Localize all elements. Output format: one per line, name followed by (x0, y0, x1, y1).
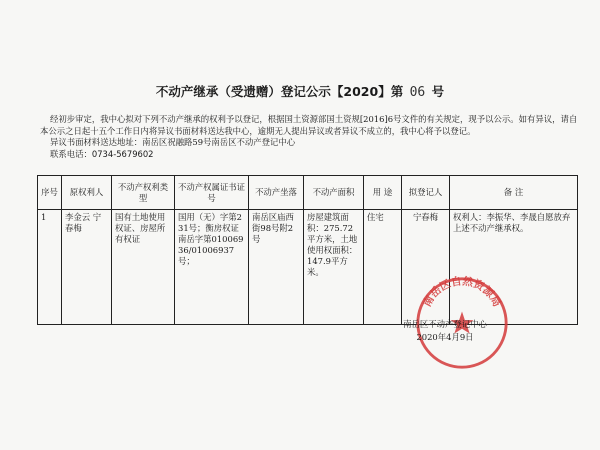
notice-title (0, 82, 600, 100)
signature-date: 2020年4月9日 (416, 332, 474, 342)
objection-address: 异议书面材料送达地址：南岳区祝融路59号南岳区不动产登记中心 (50, 137, 296, 147)
header-original-owner: 原权利人 (62, 176, 112, 210)
header-right-type: 不动产权利类型 (112, 176, 175, 210)
header-location: 不动产坐落 (249, 176, 304, 210)
header-registrant: 拟登记人 (402, 176, 450, 210)
cell-area: 房屋建筑面积：275.72平方米，土地使用权面积：147.9平方米。 (304, 210, 364, 325)
signature-org: 南岳区不动产登记中心 (403, 319, 487, 329)
intro-paragraph: 经初步审定，我中心拟对下列不动产继承的权利予以登记，根据国土资源部国土资规[2016]6号文件的有关规定，现予以公示。如有异议，请自本公示之日起十五个工作日内将异议书面材料送达我中心，逾期无人提出异议或者异议不成立的，我中心将予以登记。 (40, 114, 578, 136)
title-suffix: 号 (431, 84, 445, 99)
cell-cert-no: 国用（无）字第231号；衡房权证南岳字第01006936/01006937号； (175, 210, 249, 325)
header-cert-no: 不动产权属证书证号 (175, 176, 249, 210)
title-prefix: 不动产继承（受遗赠）登记公示【2020】第 (155, 84, 404, 99)
cell-seq: 1 (38, 210, 62, 325)
title-number: 06 (409, 85, 426, 100)
header-area: 不动产面积 (304, 176, 364, 210)
table-header-row (38, 176, 578, 210)
cell-location: 南岳区庙西街98号附2号 (249, 210, 304, 325)
header-remark: 备 注 (450, 176, 578, 210)
cell-registrant: 宁春梅 (402, 210, 450, 325)
cell-right-type: 国有土地使用权证、房屋所有权证 (112, 210, 175, 325)
signature-block (380, 318, 510, 344)
header-usage: 用 途 (364, 176, 402, 210)
cell-usage: 住宅 (364, 210, 402, 325)
cell-remark: 权利人：李振华、李晟自愿放弃上述不动产继承权。 (450, 210, 578, 325)
intro-block (40, 114, 580, 160)
contact-phone: 联系电话：0734-5679602 (50, 148, 154, 159)
header-seq: 序号 (38, 176, 62, 210)
seal-text: 南岳区自然资源局 (421, 275, 503, 309)
cell-original-owner: 李金云 宁春梅 (62, 210, 112, 325)
